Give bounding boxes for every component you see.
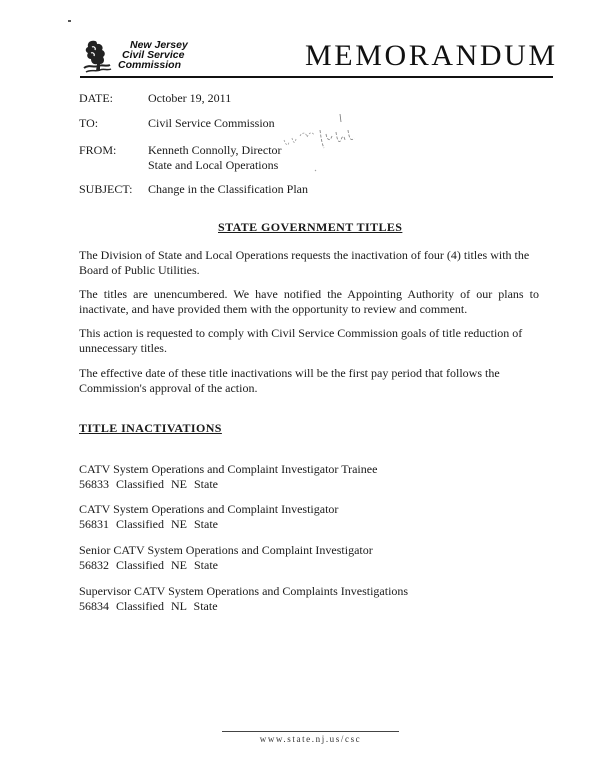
paragraph-3: This action is requested to comply with Civil Service Commission goals of title reduction of unnecessary titles. [79, 326, 523, 355]
title-code: 56834 Classified NL State [79, 598, 218, 613]
scan-speck [68, 20, 71, 22]
logo-line-3: Commission [118, 59, 182, 71]
from-value-line1: Kenneth Connolly, Director [148, 143, 282, 157]
logo-line-2: Civil Service [122, 49, 185, 61]
paragraph-2: The titles are unencumbered. We have notified the Appointing Authority of our plans to inactivate, and have provided them with the opportunity to review and comment. [79, 287, 539, 316]
logo-line-1: New Jersey [130, 39, 188, 51]
footer-rule [222, 731, 399, 732]
title-entry [79, 502, 338, 531]
state-seal-icon [80, 38, 114, 74]
subject-value: Change in the Classification Plan [148, 182, 308, 196]
title-name: CATV System Operations and Complaint Investigator Trainee [79, 462, 378, 476]
title-name: CATV System Operations and Complaint Investigator [79, 502, 339, 516]
from-label: FROM: [79, 143, 117, 157]
section-title: STATE GOVERNMENT TITLES [218, 220, 403, 234]
title-entry [79, 584, 408, 613]
subject-label: SUBJECT: [79, 182, 133, 196]
title-name: Senior CATV System Operations and Complaint Investigator [79, 543, 373, 557]
title-code: 56833 Classified NE State [79, 476, 218, 491]
title-code: 56832 Classified NE State [79, 557, 218, 572]
nj-csc-logo [80, 38, 200, 74]
logo-text [118, 40, 188, 70]
memo-title: MEMORANDUM [305, 39, 558, 72]
title-name: Supervisor CATV System Operations and Complaints Investigations [79, 584, 409, 598]
date-label: DATE: [79, 91, 113, 105]
inactivations-heading: TITLE INACTIVATIONS [79, 421, 222, 435]
handwritten-signature [278, 110, 360, 174]
to-value: Civil Service Commission [148, 116, 275, 130]
from-value-line2: State and Local Operations [148, 158, 279, 172]
footer-url: www.state.nj.us/csc [259, 734, 362, 744]
paragraph-1: The Division of State and Local Operations requests the inactivation of four (4) titles with the Board of Public Utilities. [79, 248, 530, 277]
paragraph-4: The effective date of these title inactivations will be the first pay period that follows the Commission's approval of the action. [79, 366, 500, 395]
date-value: October 19, 2011 [148, 91, 232, 105]
title-entry [79, 462, 377, 491]
title-code: 56831 Classified NE State [79, 516, 218, 531]
header-rule [80, 76, 553, 78]
to-label: TO: [79, 116, 99, 130]
title-entry [79, 543, 373, 572]
